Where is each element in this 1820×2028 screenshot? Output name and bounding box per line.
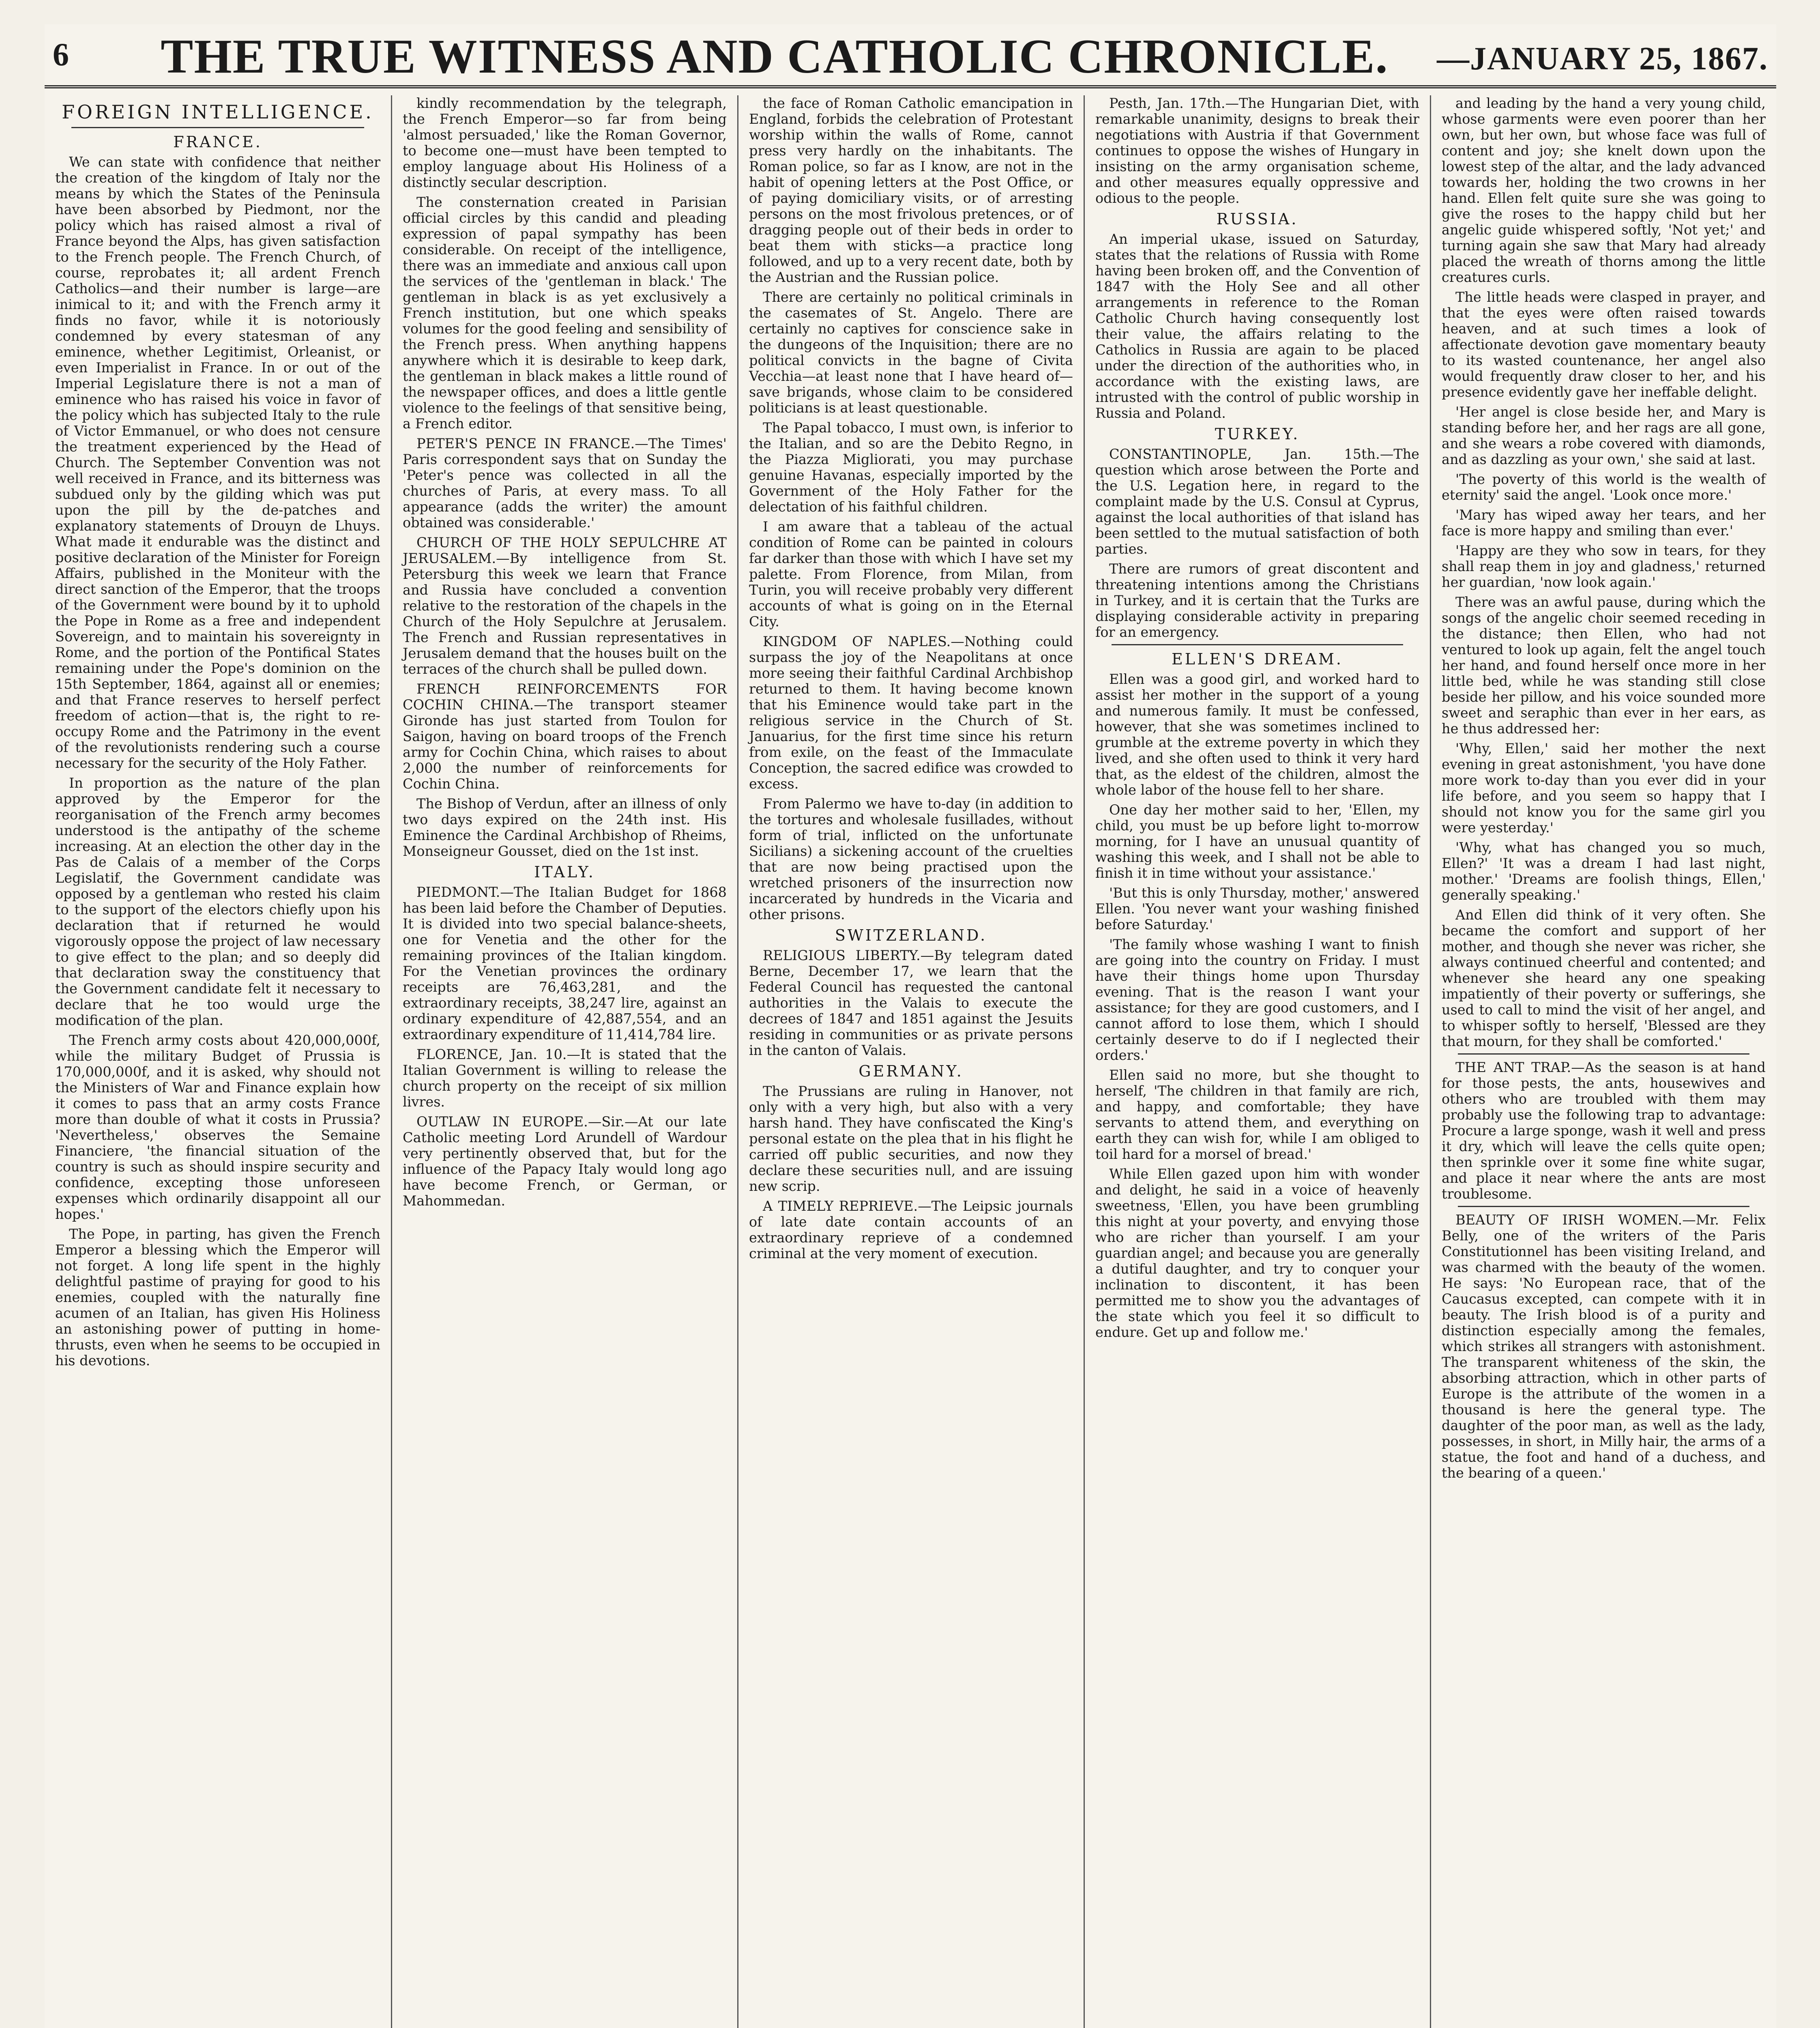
item-heading: KINGDOM OF NAPLES. [763, 634, 951, 649]
paragraph: There are rumors of great discontent and threatening intentions among the Christians in Turkey, and it is certain that the Turks are displaying considerable activity in preparing for an emergency. [1095, 561, 1419, 640]
item-heading: THE ANT TRAP. [1455, 1059, 1571, 1075]
paragraph [749, 634, 1073, 792]
article-columns [45, 95, 1776, 2028]
section-heading-germany: GERMANY. [858, 1062, 964, 1080]
issue-date: —JANUARY 25, 1867. [1437, 41, 1768, 77]
section-heading-russia: RUSSIA. [1216, 210, 1298, 228]
item-heading: FRENCH REINFORCEMENTS FOR COCHIN CHINA. [403, 681, 727, 713]
paragraph: One day her mother said to her, 'Ellen, my child, you must be up before light to-morrow morning, for I have an unusual quantity of washing this week, and I shall not be able to finish it in time without your assistance.' [1095, 802, 1419, 881]
section-heading-foreign: FOREIGN INTELLIGENCE. [62, 101, 374, 123]
paragraph: 'Mary has wiped away her tears, and her face is more happy and smiling than ever.' [1442, 507, 1766, 539]
paragraph: 'Happy are they who sow in tears, for they shall reap them in joy and gladness,' returned her guardian, 'now look again.' [1442, 543, 1766, 590]
paragraph: The Prussians are ruling in Hanover, not only with a very high, but also with a very harsh hand. They have confiscated the King's personal estate on the plea that in his flight he carried off public securities, and now they declare these securities null, and are issuing new scrip. [749, 1083, 1073, 1194]
paragraph [403, 535, 727, 677]
paragraph: Ellen was a good girl, and worked hard to assist her mother in the support of a young and numerous family. It must be confessed, however, that she was sometimes inclined to grumble at the extreme poverty in which they lived, and she often used to think it very hard that, as the eldest of the children, almost the whole labor of the house fell to her share. [1095, 671, 1419, 798]
paragraph: An imperial ukase, issued on Saturday, states that the relations of Russia with Rome having been broken off, and the Convention of 1847 with the Holy See and all other arrangements in reference to the Roman Catholic Church having consequently lost their value, the affairs relating to the Catholics in Russia are again to be placed under the direction of the authorities who, in accordance with the existing laws, are intrusted with the control of public worship in Russia and Poland. [1095, 231, 1419, 421]
paragraph: There was an awful pause, during which the songs of the angelic choir seemed receding in the distance; then Ellen, who had not ventured to look up again, felt the angel touch her hand, and found herself once more in her little bed, while he was standing still close beside her pillow, and his voice sounded more sweet and seraphic than ever in her ears, as he thus addressed her: [1442, 594, 1766, 737]
paragraph: From Palermo we have to-day (in addition to the tortures and wholesale fusillades, without form of trial, inflicted on the unfortunate Sicilians) a sickening account of the cruelties that are now being practised upon the wretched prisoners of the insurrection now incarcerated by hundreds in the Vicaria and other prisons. [749, 796, 1073, 922]
paragraph: I am aware that a tableau of the actual condition of Rome can be painted in colours far darker than those with which I have set my palette. From Florence, from Milan, from Turin, you will receive probably very different accounts of what is going on in the Eternal City. [749, 519, 1073, 629]
paragraph: There are certainly no political criminals in the casemates of St. Angelo. There are certainly no captives for conscience sake in the dungeons of the Inquisition; there are no political convicts in the bagne of Civita Vecchia—at least none that I have heard of—save brigands, whose claim to be considered politicians is at least questionable. [749, 289, 1073, 416]
divider [1458, 1206, 1749, 1207]
paragraph: kindly recommendation by the telegraph, the French Emperor—so far from being 'almost persuaded,' like the Roman Governor, to become one—must have been tempted to employ language about His Holiness of a distinctly secular description. [403, 95, 727, 190]
paragraph: The little heads were clasped in prayer, and that the eyes were often raised towards heaven, and at such times a look of affectionate devotion gave momentary beauty to its wasted countenance, her angel also would frequently draw closer to her, and his presence evidently gave her ineffable delight. [1442, 289, 1766, 400]
page-number: 6 [53, 37, 69, 73]
column-5 [1430, 95, 1776, 2028]
paragraph: The French army costs about 420,000,000f, while the military Budget of Prussia is 170,000,000f, and it is asked, why should not the Ministers of War and Finance explain how it comes to pass that an army costs France more than double of what it costs in Prussia? 'Nevertheless,' observes the Semaine Financiere, 'the financial situation of the country is such as should inspire security and confidence, excepting those unforeseen expenses which ordinarily disappoint all our hopes.' [55, 1032, 380, 1222]
masthead [45, 24, 1776, 88]
paragraph: 'Why, Ellen,' said her mother the next evening in great astonishment, 'you have done more work to-day than you ever did in your life before, and you seem so happy that I should not know you for the same girl you were yesterday.' [1442, 741, 1766, 836]
column-1 [45, 95, 391, 2028]
paragraph: 'Why, what has changed you so much, Ellen?' 'It was a dream I had last night, mother.' 'Dreams are foolish things, Ellen,' generally speaking.' [1442, 840, 1766, 903]
paragraph [1442, 1059, 1766, 1202]
newspaper-title: THE TRUE WITNESS AND CATHOLIC CHRONICLE. [161, 29, 1389, 83]
divider [1112, 644, 1403, 645]
paragraph [403, 436, 727, 531]
section-heading-switzerland: SWITZERLAND. [835, 926, 987, 944]
column-4 [1084, 95, 1430, 2028]
paragraph: CONSTANTINOPLE, Jan. 15th.—The question which arose between the Porte and the U.S. Legation here, in regard to the complaint made by the U.S. Consul at Cyprus, against the local authorities of that island has been settled to the mutual satisfaction of both parties. [1095, 446, 1419, 557]
paragraph: PIEDMONT.—The Italian Budget for 1868 has been laid before the Chamber of Deputies. It is divided into two special balance-sheets, one for Venetia and the other for the remaining provinces of the Italian kingdom. For the Venetian provinces the ordinary receipts are 76,463,281, and the extraordinary receipts, 38,247 lire, against an ordinary expenditure of 42,887,554, and an extraordinary expenditure of 11,414,784 lire. [403, 884, 727, 1042]
paragraph: The Pope, in parting, has given the French Emperor a blessing which the Emperor will not forget. A long life spent in the highly delightful pastime of praying for good to his enemies, coupled with the naturally fine acumen of an Italian, has given His Holiness an astonishing power of putting in home-thrusts, even when he seems to be occupied in his devotions. [55, 1226, 380, 1368]
paragraph: We can state with confidence that neither the creation of the kingdom of Italy nor the means by which the States of the Peninsula have been absorbed by Piedmont, nor the policy which has raised almost a rival of France beyond the Alps, has given satisfaction to the French people. The French Church, of course, reprobates it; all ardent French Catholics—and their number is large—are inimical to it; and with the French army it finds no favor, while it is notoriously condemned by every statesman of any eminence, whether Legitimist, Orleanist, or even Imperialist in France. In or out of the Imperial Legislature there is not a man of eminence who has raised his voice in favor of the policy which has subjected Italy to the rule of Victor Emmanuel, or who does not censure the treatment experienced by the Head of Church. The September Convention was not well received in France, and its bitterness was subdued only by the gilding which was put upon the pill by the de-patches and explanatory statements of Drouyn de Lhuys. What made it endurable was the distinct and positive declaration of the Minister for Foreign Affairs, published in the Moniteur with the direct sanction of the Emperor, that the troops of the Government were bound by it to uphold the Pope in Rome as a free and independent Sovereign, and to maintain his sovereignty in Rome, and the portion of the Pontifical States remaining under the Pope's dominion on the 15th September, 1864, against all or enemies; and that France reserves to herself perfect freedom of action—that is, the right to re-occupy Rome and the Patrimony in the event of the revolutionists rendering such a course necessary for the security of the Holy Father. [55, 154, 380, 771]
paragraph: While Ellen gazed upon him with wonder and delight, he said in a voice of heavenly sweetness, 'Ellen, you have been grumbling this night at your poverty, and envying those who are richer than yourself. I am your guardian angel; and because you are generally a dutiful daughter, and try to conquer your inclination to discontent, it has been permitted me to show you the advantages of the state which you feel it so difficult to endure. Get up and follow me.' [1095, 1166, 1419, 1340]
item-heading: PETER'S PENCE IN FRANCE. [416, 436, 635, 451]
story-heading-ellens-dream: ELLEN'S DREAM. [1171, 650, 1343, 668]
paragraph: RELIGIOUS LIBERTY.—By telegram dated Berne, December 17, we learn that the Federal Council has requested the cantonal authorities in the Valais to execute the decrees of 1847 and 1851 against the Jesuits residing in communities or as private persons in the canton of Valais. [749, 947, 1073, 1058]
section-heading-turkey: TURKEY. [1215, 425, 1300, 443]
item-text: —Nothing could surpass the joy of the Neapolitans at once more seeing their faithful Cardinal Archbishop returned to them. It having become known that his Eminence would take part in the religious service in the Church of St. Januarius, for the first time since his return from exile, on the feast of the Immaculate Conception, the sacred edifice was crowded to excess. [749, 634, 1073, 792]
paragraph: In proportion as the nature of the plan approved by the Emperor for the reorganisation of the French army becomes understood is the antipathy of the scheme increasing. At an election the other day in the Pas de Calais of a member of the Corps Legislatif, the Government candidate was opposed by a gentleman who rested his claim to the support of the electors chiefly upon his declaration that if returned he would vigorously oppose the project of law necessary to give effect to the plan; and so deeply did that declaration sway the constituency that the Government candidate felt it necessary to declare that he too would urge the modification of the plan. [55, 775, 380, 1028]
item-heading: BEAUTY OF IRISH WOMEN. [1455, 1212, 1683, 1228]
item-text: —The transport steamer Gironde has just started from Toulon for Saigon, having on board troops of the French army for Cochin China, which raises to about 2,000 the number of reinforcements for Cochin China. [403, 697, 727, 792]
section-heading-italy: ITALY. [534, 863, 595, 881]
paragraph: OUTLAW IN EUROPE.—Sir.—At our late Catholic meeting Lord Arundell of Wardour very pertinently observed that, but for the influence of the Papacy Italy would long ago have become French, or German, or Mahommedan. [403, 1114, 727, 1209]
item-text: —Mr. Felix Belly, one of the writers of the Paris Constitutionnel has been visiting Ireland, and was charmed with the beauty of the women. He says: 'No European race, that of the Caucasus excepted, can compete with it in beauty. The Irish blood is of a purity and distinction especially among the females, which strikes all strangers with astonishment. The transparent whiteness of the skin, the absorbing attraction, which in other parts of Europe is the attribute of the women in a thousand is here the general type. The daughter of the poor man, as well as the lady, possesses, in short, in Milly hair, the arms of a statue, the foot and hand of a duchess, and the bearing of a queen.' [1442, 1212, 1766, 1481]
paragraph: A TIMELY REPRIEVE.—The Leipsic journals of late date contain accounts of an extraordinary reprieve of a condemned criminal at the very moment of execution. [749, 1198, 1073, 1261]
paragraph: The Papal tobacco, I must own, is inferior to the Italian, and so are the Debito Regno, in the Piazza Migliorati, you may purchase genuine Havanas, especially imported by the Government of the Holy Father for the delectation of his faithful children. [749, 420, 1073, 515]
divider [1458, 1053, 1749, 1055]
paragraph [1442, 1212, 1766, 1481]
newspaper-page [45, 24, 1776, 2028]
item-text: —The Times' Paris correspondent says that on Sunday the 'Peter's pence was collected in all the churches of Paris, at every mass. To all appearance (adds the writer) the amount obtained was considerable.' [403, 436, 727, 531]
divider [71, 127, 364, 128]
item-text: —As the season is at hand for those pests, the ants, housewives and others who are troubled with them may probably use the following trap to advantage: Procure a large sponge, wash it well and press it dry, which will leave the cells quite open; then sprinkle over it some fine white sugar, and place it near where the ants are most troublesome. [1442, 1059, 1766, 1202]
paragraph: The consternation created in Parisian official circles by this candid and pleading expression of papal sympathy has been considerable. On receipt of the intelligence, there was an immediate and anxious call upon the services of the 'gentleman in black.' The gentleman in black is as yet exclusively a French institution, but one which speaks volumes for the good feeling and sensibility of the French press. When anything happens anywhere which it is desirable to keep dark, the gentleman in black makes a little round of the newspaper offices, and does a little gentle violence to the feelings of that sensitive being, a French editor. [403, 194, 727, 432]
paragraph: Pesth, Jan. 17th.—The Hungarian Diet, with remarkable unanimity, designs to break their negotiations with Austria if that Government continues to oppose the wishes of Hungary in insisting on the army organisation scheme, and other measures equally oppressive and odious to the people. [1095, 95, 1419, 206]
item-text: —By intelligence from St. Petersburg this week we learn that France and Russia have concluded a convention relative to the restoration of the chapels in the Church of the Holy Sepulchre at Jerusalem. The French and Russian representatives in Jerusalem demand that the houses built on the terraces of the church shall be pulled down. [403, 550, 727, 677]
paragraph: 'The poverty of this world is the wealth of eternity' said the angel. 'Look once more.' [1442, 471, 1766, 503]
paragraph: 'The family whose washing I want to finish are going into the country on Friday. I must have their things home upon Thursday evening. That is the reason I want your assistance; for they are good customers, and I cannot afford to lose them, which I should certainly deserve to do if I neglected their orders.' [1095, 937, 1419, 1063]
paragraph: And Ellen did think of it very often. She became the comfort and support of her mother, and though she never was richer, she always continued cheerful and contented; and whenever she heard any one speaking impatiently of their poverty or sufferings, she used to call to mind the visit of her angel, and to whisper softly to herself, 'Blessed are they that mourn, for they shall be comforted.' [1442, 907, 1766, 1049]
column-3 [737, 95, 1084, 2028]
paragraph: FLORENCE, Jan. 10.—It is stated that the Italian Government is willing to release the church property on the receipt of six million livres. [403, 1046, 727, 1110]
paragraph: the face of Roman Catholic emancipation in England, forbids the celebration of Protestant worship within the walls of Rome, cannot press very hardly on the inhabitants. The Roman police, so far as I know, are not in the habit of opening letters at the Post Office, or of paying domiciliary visits, or of arresting persons on the most frivolous pretences, or of dragging people out of their beds in order to beat them with sticks—a practice long followed, and up to a very recent date, both by the Austrian and the Russian police. [749, 95, 1073, 285]
column-2 [391, 95, 737, 2028]
section-heading-france: FRANCE. [173, 133, 262, 151]
item-heading: CHURCH OF THE HOLY SEPULCHRE AT JERUSALEM. [403, 535, 727, 566]
paragraph: 'But this is only Thursday, mother,' answered Ellen. 'You never want your washing finished before Saturday.' [1095, 885, 1419, 932]
paragraph: Ellen said no more, but she thought to herself, 'The children in that family are rich, and happy, and comfortable; they have servants to attend them, and everything on earth they can wish for, while I am obliged to toil hard for a morsel of bread.' [1095, 1067, 1419, 1162]
paragraph: The Bishop of Verdun, after an illness of only two days expired on the 24th inst. His Eminence the Cardinal Archbishop of Rheims, Monseigneur Gousset, died on the 1st inst. [403, 796, 727, 859]
paragraph: and leading by the hand a very young child, whose garments were even poorer than her own, but her own, but whose face was full of content and joy; she knelt down upon the lowest step of the altar, and the lady advanced towards her, holding the two crowns in her hand. Ellen felt quite sure she was going to give the roses to the happy child but her angelic guide whispered softly, 'Not yet;' and turning again she saw that Mary had already placed the wreath of thorns among the little creatures curls. [1442, 95, 1766, 285]
paragraph [403, 681, 727, 792]
paragraph: 'Her angel is close beside her, and Mary is standing before her, and her rags are all gone, and she wears a robe covered with diamonds, and as dazzling as your own,' she said at last. [1442, 404, 1766, 467]
